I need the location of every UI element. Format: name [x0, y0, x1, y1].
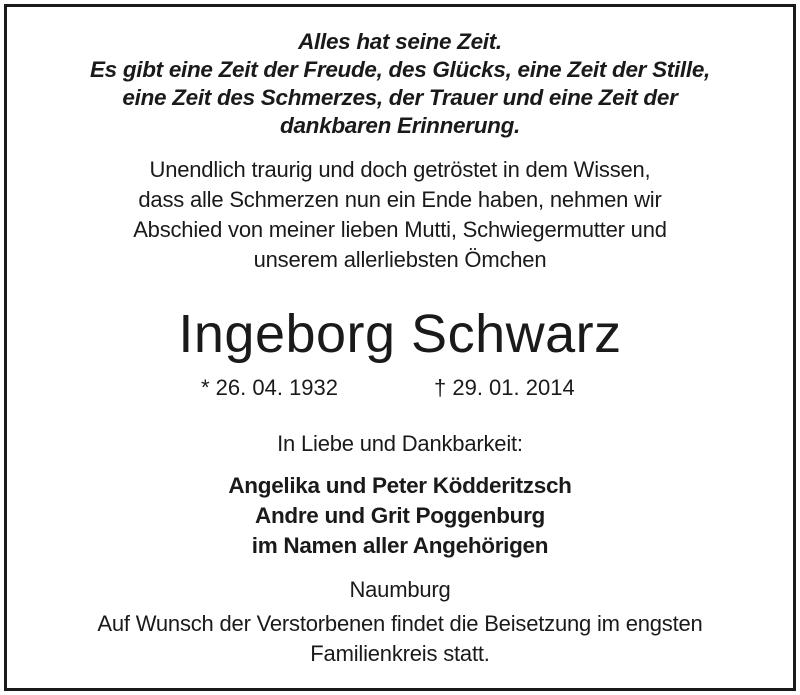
mourner-line: Andre und Grit Poggenburg	[255, 503, 545, 528]
intro-line: unserem allerliebsten Ömchen	[253, 247, 547, 272]
note-line: Familienkreis statt.	[310, 641, 490, 666]
life-dates	[7, 375, 793, 405]
motto-line: Alles hat seine Zeit.	[298, 29, 502, 54]
deceased-name: Ingeborg Schwarz	[178, 304, 622, 364]
note-line: Auf Wunsch der Verstorbenen findet die Beisetzung im engsten	[97, 611, 703, 636]
death-date: † 29. 01. 2014	[434, 375, 575, 400]
obituary-frame	[4, 4, 796, 691]
intro-line: Abschied von meiner lieben Mutti, Schwiegermutter und	[133, 217, 667, 242]
mourner-line: im Namen aller Angehörigen	[251, 533, 549, 558]
farewell-label: In Liebe und Dankbarkeit:	[277, 431, 523, 456]
intro-line: Unendlich traurig und doch getröstet in dem Wissen,	[149, 157, 651, 182]
motto-line: dankbaren Erinnerung.	[280, 113, 520, 138]
location: Naumburg	[349, 577, 451, 602]
motto-line: Es gibt eine Zeit der Freude, des Glücks, eine Zeit der Stille,	[89, 57, 711, 82]
mourner-line: Angelika und Peter Ködderitzsch	[228, 473, 572, 498]
intro-line: dass alle Schmerzen nun ein Ende haben, nehmen wir	[138, 187, 662, 212]
motto-line: eine Zeit des Schmerzes, der Trauer und eine Zeit der	[122, 85, 678, 110]
birth-date: * 26. 04. 1932	[201, 375, 339, 400]
